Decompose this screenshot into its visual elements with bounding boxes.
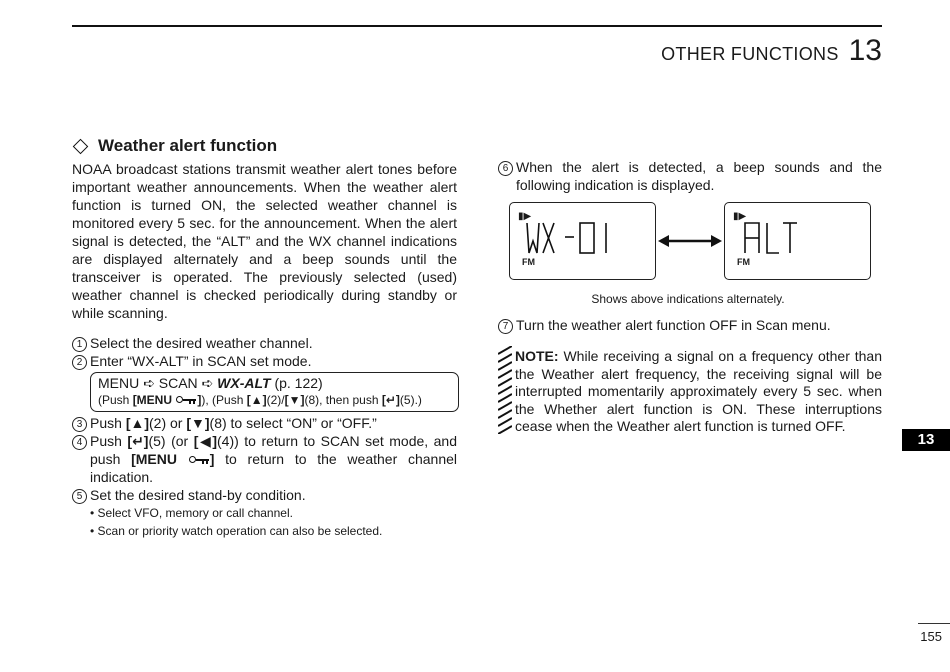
step-text: Push: [90, 415, 126, 431]
page-header: [661, 34, 882, 68]
diamond-icon: [73, 138, 89, 154]
step-number: 5: [72, 489, 87, 504]
note-hatch-icon: [498, 346, 512, 434]
down-key: [▼]: [186, 415, 210, 431]
right-column: [498, 158, 882, 194]
step-text: When the alert is detected, a beep sounds and the following indication is displayed.: [516, 159, 882, 193]
menu-item-name: WX-ALT: [217, 375, 271, 391]
step-text: Set the desired stand-by condition.: [90, 487, 306, 503]
step-number: 6: [498, 161, 513, 176]
step-text: Turn the weather alert function OFF in Scan menu.: [516, 317, 831, 333]
battery-icon: ▮▶: [733, 211, 747, 222]
enter-key: [↵]: [381, 393, 400, 407]
step-text: Push: [90, 433, 128, 449]
menu-path-box: [90, 372, 459, 412]
lcd-display-wx: [509, 202, 656, 280]
battery-icon: ▮▶: [518, 211, 532, 222]
note-text: While receiving a signal on a frequency other than the Weather alert frequency, the receiving signal will be interrupted momentarily approximately every 5 sec. when the Whether alert function is ON. These interruptions cease when the Weather alert function is turned OFF.: [515, 348, 882, 434]
scan-label: SCAN: [158, 375, 198, 391]
bottom-rule: [918, 623, 950, 624]
page-number: 155: [920, 629, 942, 644]
step-7-container: [498, 316, 882, 334]
down-key: [▼]: [284, 393, 305, 407]
intro-paragraph: NOAA broadcast stations transmit weather alert tones before important weather announcements. When the weather alert function is turned ON, the selected weather channel is monitored every 5 sec. for the announcement. When the alert signal is detected, the “ALT” and the WX channel indications are displayed alternately and a beep sounds until the transceiver is operated. The previously selected (used) weather channel is checked periodically during standby or while scanning.: [72, 161, 457, 321]
step-number: 1: [72, 337, 87, 352]
lcd-segments-wx: [510, 203, 655, 279]
chapter-tab: 13: [902, 429, 950, 451]
arrow-icon: ➪: [143, 375, 155, 391]
enter-key: [↵]: [127, 433, 149, 449]
arrow-icon: ➪: [201, 375, 214, 391]
key-icon: [189, 456, 209, 464]
step-text: Enter “WX-ALT” in SCAN set mode.: [90, 353, 312, 369]
menu-key: [MENU: [131, 451, 188, 467]
double-arrow-icon: [658, 233, 722, 249]
top-rule: [72, 25, 882, 27]
menu-key: [MENU: [132, 393, 176, 407]
step-7: [498, 316, 882, 334]
section-number: 13: [848, 34, 882, 67]
step-1: [72, 334, 457, 352]
menu-push-line: [98, 392, 452, 408]
menu-label: MENU: [98, 375, 140, 391]
step-text: (5) (or: [148, 433, 194, 449]
page-reference: (p. 122): [274, 375, 323, 391]
menu-path-line: [98, 374, 452, 392]
band-label: FM: [737, 257, 750, 267]
bullet-item: • Select VFO, memory or call channel.: [90, 506, 293, 520]
step-number: 7: [498, 319, 513, 334]
key-icon: [176, 396, 196, 404]
left-key: [◀]: [193, 433, 217, 449]
step-text: to return to the weather channel indication.: [90, 451, 458, 485]
step-number: 3: [72, 417, 87, 432]
key-number: (5).): [399, 393, 422, 407]
step-text: (4)) to return to SCAN set mode, and push: [90, 433, 458, 467]
step-4: [72, 432, 457, 486]
step-text: (2) or: [149, 415, 187, 431]
bullet-item: • Scan or priority watch operation can also be selected.: [90, 524, 383, 538]
section-name: OTHER FUNCTIONS: [661, 44, 839, 64]
key-number: (8), then push: [304, 393, 382, 407]
push-text: (Push: [98, 393, 133, 407]
push-text: ), (Push: [201, 393, 247, 407]
step-number: 4: [72, 435, 87, 450]
step-6: [498, 158, 882, 194]
step-5: [72, 486, 457, 504]
note-label: NOTE:: [515, 348, 559, 364]
step-number: 2: [72, 355, 87, 370]
section-title-text: Weather alert function: [98, 136, 278, 155]
lcd-segments-alt: [725, 203, 870, 279]
section-title: [72, 136, 277, 156]
bracket: ]: [197, 393, 202, 407]
left-column: [72, 160, 457, 540]
band-label: FM: [522, 257, 535, 267]
figure-caption: Shows above indications alternately.: [591, 292, 785, 306]
step-3: [72, 414, 457, 432]
key-number: (2)/: [266, 393, 285, 407]
lcd-display-alt: [724, 202, 871, 280]
note: [515, 348, 882, 436]
step-text: (8) to select “ON” or “OFF.”: [209, 415, 377, 431]
up-key: [▲]: [125, 415, 149, 431]
step-text: Select the desired weather channel.: [90, 335, 313, 351]
up-key: [▲]: [246, 393, 267, 407]
step-2: [72, 352, 457, 370]
bracket: ]: [209, 451, 215, 467]
